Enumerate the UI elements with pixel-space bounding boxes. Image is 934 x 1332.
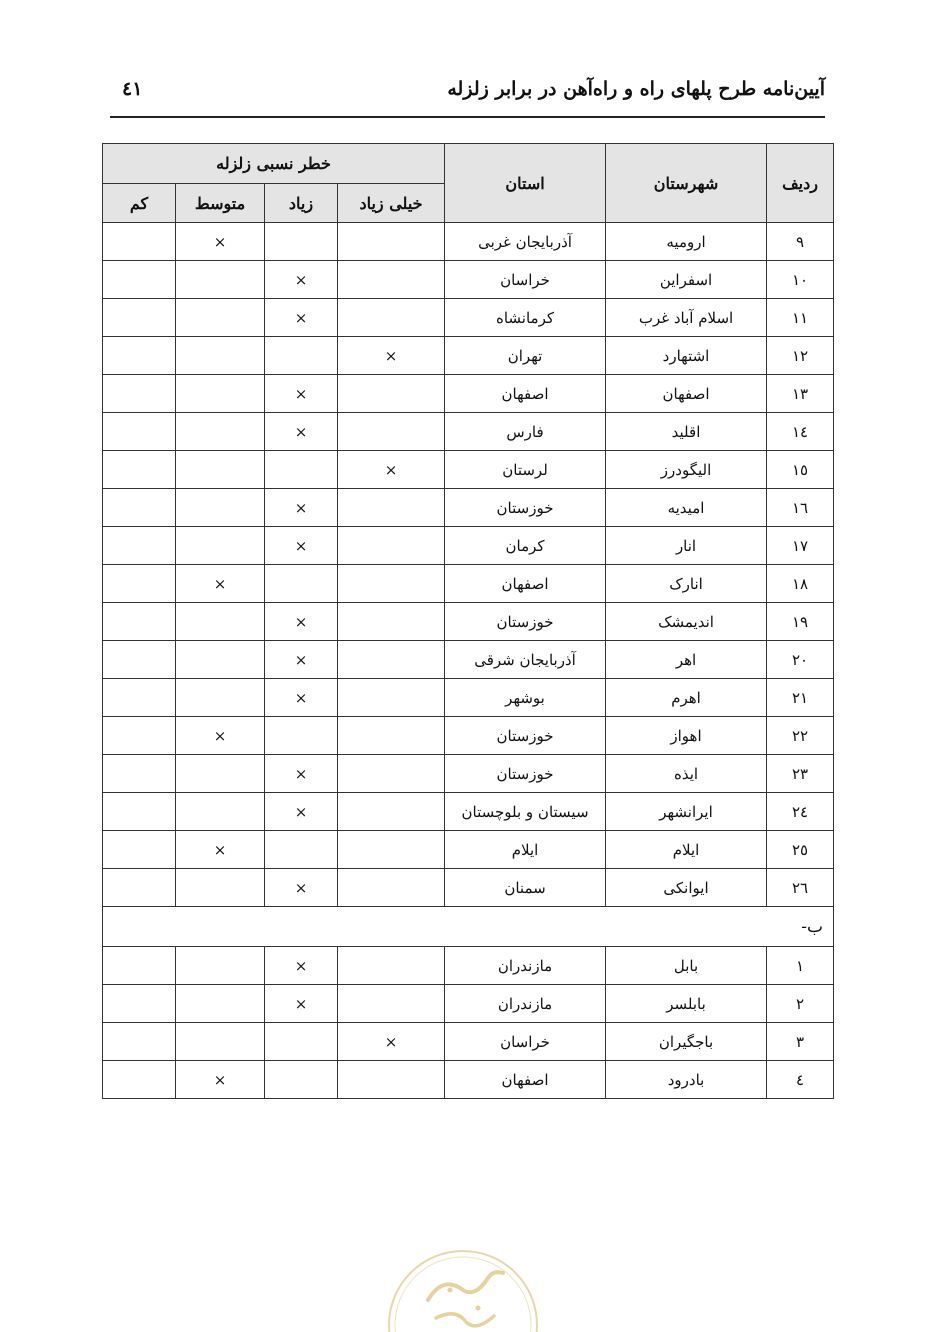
risk-high-cell — [265, 527, 338, 565]
table-row — [103, 489, 834, 527]
province-cell: خراسان — [445, 1023, 606, 1061]
city-cell: بادرود — [606, 1061, 767, 1099]
risk-high-cell — [265, 451, 338, 489]
risk-high-cell — [265, 1023, 338, 1061]
risk-very-high-cell — [338, 1061, 445, 1099]
row-number-cell: ١٧ — [767, 527, 834, 565]
section-row — [103, 907, 834, 947]
risk-mark: × — [294, 422, 308, 441]
row-number-cell: ٢٢ — [767, 717, 834, 755]
risk-medium-cell — [176, 947, 265, 985]
risk-high-cell — [265, 831, 338, 869]
risk-high-cell — [265, 261, 338, 299]
city-cell: ایرانشهر — [606, 793, 767, 831]
province-cell: خوزستان — [445, 489, 606, 527]
risk-medium-cell — [176, 641, 265, 679]
city-cell: باجگیران — [606, 1023, 767, 1061]
risk-high-cell — [265, 755, 338, 793]
risk-mark: × — [384, 346, 398, 365]
risk-low-cell — [103, 413, 176, 451]
column-header-medium: متوسط — [176, 184, 265, 223]
risk-medium-cell — [176, 985, 265, 1023]
column-header-risk-group: خطر نسبی زلزله — [103, 144, 445, 184]
table-row — [103, 755, 834, 793]
risk-mark: × — [213, 1070, 227, 1089]
risk-very-high-cell — [338, 717, 445, 755]
risk-mark: × — [384, 1032, 398, 1051]
column-header-province: استان — [445, 144, 606, 223]
risk-very-high-cell — [338, 375, 445, 413]
city-cell: بابل — [606, 947, 767, 985]
city-cell: انارک — [606, 565, 767, 603]
province-cell: اصفهان — [445, 565, 606, 603]
province-cell: ایلام — [445, 831, 606, 869]
city-cell: الیگودرز — [606, 451, 767, 489]
risk-very-high-cell — [338, 451, 445, 489]
column-header-very-high: خیلی زیاد — [338, 184, 445, 223]
province-cell: سمنان — [445, 869, 606, 907]
document-title: آیین‌نامه طرح پلهای راه و راه‌آهن در برابر زلزله — [447, 78, 825, 100]
risk-low-cell — [103, 947, 176, 985]
risk-mark: × — [294, 878, 308, 897]
province-cell: کرمان — [445, 527, 606, 565]
table-row — [103, 451, 834, 489]
risk-very-high-cell — [338, 489, 445, 527]
risk-very-high-cell — [338, 603, 445, 641]
risk-mark: × — [294, 994, 308, 1013]
city-cell: اسفراین — [606, 261, 767, 299]
row-number-cell: ٤ — [767, 1061, 834, 1099]
row-number-cell: ١٨ — [767, 565, 834, 603]
section-label: ب- — [103, 907, 834, 947]
risk-low-cell — [103, 375, 176, 413]
risk-mark: × — [294, 536, 308, 555]
risk-mark: × — [294, 308, 308, 327]
city-cell: اهواز — [606, 717, 767, 755]
risk-low-cell — [103, 1023, 176, 1061]
city-cell: اهرم — [606, 679, 767, 717]
risk-mark: × — [294, 612, 308, 631]
province-cell: اصفهان — [445, 375, 606, 413]
province-cell: اصفهان — [445, 1061, 606, 1099]
risk-low-cell — [103, 679, 176, 717]
table-row — [103, 831, 834, 869]
risk-high-cell — [265, 793, 338, 831]
risk-mark: × — [294, 270, 308, 289]
risk-high-cell — [265, 375, 338, 413]
risk-low-cell — [103, 755, 176, 793]
risk-very-high-cell — [338, 337, 445, 375]
row-number-cell: ١٠ — [767, 261, 834, 299]
row-number-cell: ١٦ — [767, 489, 834, 527]
table-row — [103, 1023, 834, 1061]
risk-mark: × — [213, 232, 227, 251]
risk-very-high-cell — [338, 985, 445, 1023]
province-cell: تهران — [445, 337, 606, 375]
risk-very-high-cell — [338, 869, 445, 907]
province-cell: فارس — [445, 413, 606, 451]
risk-medium-cell — [176, 717, 265, 755]
risk-high-cell — [265, 223, 338, 261]
table-row — [103, 527, 834, 565]
risk-low-cell — [103, 641, 176, 679]
risk-mark: × — [294, 650, 308, 669]
column-header-low: کم — [103, 184, 176, 223]
risk-medium-cell — [176, 299, 265, 337]
province-cell: کرمانشاه — [445, 299, 606, 337]
row-number-cell: ٢٣ — [767, 755, 834, 793]
page-header — [110, 70, 825, 118]
risk-very-high-cell — [338, 527, 445, 565]
row-number-cell: ٢٥ — [767, 831, 834, 869]
row-number-cell: ٩ — [767, 223, 834, 261]
risk-medium-cell — [176, 679, 265, 717]
risk-very-high-cell — [338, 679, 445, 717]
table-row — [103, 793, 834, 831]
risk-high-cell — [265, 1061, 338, 1099]
risk-high-cell — [265, 947, 338, 985]
table-row — [103, 641, 834, 679]
table-row — [103, 413, 834, 451]
city-cell: ایلام — [606, 831, 767, 869]
city-cell: اسلام آباد غرب — [606, 299, 767, 337]
province-cell: مازندران — [445, 947, 606, 985]
row-number-cell: ٢٤ — [767, 793, 834, 831]
province-cell: خوزستان — [445, 603, 606, 641]
risk-mark: × — [213, 840, 227, 859]
risk-very-high-cell — [338, 755, 445, 793]
risk-low-cell — [103, 831, 176, 869]
risk-high-cell — [265, 869, 338, 907]
row-number-cell: ١٩ — [767, 603, 834, 641]
row-number-cell: ٢١ — [767, 679, 834, 717]
table-row — [103, 985, 834, 1023]
row-number-cell: ١٤ — [767, 413, 834, 451]
risk-very-high-cell — [338, 299, 445, 337]
row-number-cell: ١٥ — [767, 451, 834, 489]
column-header-row-no: ردیف — [767, 144, 834, 223]
table-row — [103, 869, 834, 907]
table-row — [103, 375, 834, 413]
risk-very-high-cell — [338, 793, 445, 831]
city-cell: انار — [606, 527, 767, 565]
province-cell: خوزستان — [445, 755, 606, 793]
risk-mark: × — [294, 802, 308, 821]
risk-high-cell — [265, 565, 338, 603]
risk-medium-cell — [176, 755, 265, 793]
risk-high-cell — [265, 337, 338, 375]
risk-medium-cell — [176, 413, 265, 451]
row-number-cell: ١ — [767, 947, 834, 985]
row-number-cell: ٣ — [767, 1023, 834, 1061]
row-number-cell: ١٢ — [767, 337, 834, 375]
row-number-cell: ٢ — [767, 985, 834, 1023]
city-cell: ایذه — [606, 755, 767, 793]
province-cell: آذربایجان شرقی — [445, 641, 606, 679]
risk-very-high-cell — [338, 565, 445, 603]
table-row — [103, 261, 834, 299]
risk-mark: × — [294, 764, 308, 783]
risk-low-cell — [103, 717, 176, 755]
risk-medium-cell — [176, 793, 265, 831]
risk-medium-cell — [176, 223, 265, 261]
risk-mark: × — [213, 726, 227, 745]
row-number-cell: ٢٦ — [767, 869, 834, 907]
risk-medium-cell — [176, 831, 265, 869]
risk-very-high-cell — [338, 261, 445, 299]
risk-mark: × — [384, 460, 398, 479]
city-cell: اصفهان — [606, 375, 767, 413]
risk-low-cell — [103, 261, 176, 299]
city-cell: اشتهارد — [606, 337, 767, 375]
risk-medium-cell — [176, 375, 265, 413]
province-cell: لرستان — [445, 451, 606, 489]
province-cell: مازندران — [445, 985, 606, 1023]
risk-medium-cell — [176, 565, 265, 603]
risk-low-cell — [103, 793, 176, 831]
province-cell: آذربایجان غربی — [445, 223, 606, 261]
table-row — [103, 565, 834, 603]
risk-low-cell — [103, 603, 176, 641]
earthquake-risk-table — [102, 143, 834, 1099]
table-row — [103, 603, 834, 641]
table-row — [103, 717, 834, 755]
risk-high-cell — [265, 679, 338, 717]
province-cell: خراسان — [445, 261, 606, 299]
risk-high-cell — [265, 641, 338, 679]
province-cell: بوشهر — [445, 679, 606, 717]
risk-low-cell — [103, 489, 176, 527]
column-header-high: زیاد — [265, 184, 338, 223]
page-number: ٤١ — [122, 78, 143, 100]
risk-high-cell — [265, 413, 338, 451]
risk-high-cell — [265, 985, 338, 1023]
city-cell: اقلید — [606, 413, 767, 451]
row-number-cell: ٢٠ — [767, 641, 834, 679]
risk-very-high-cell — [338, 831, 445, 869]
row-number-cell: ١٣ — [767, 375, 834, 413]
province-cell: خوزستان — [445, 717, 606, 755]
risk-very-high-cell — [338, 413, 445, 451]
table-row — [103, 947, 834, 985]
risk-medium-cell — [176, 1061, 265, 1099]
risk-very-high-cell — [338, 223, 445, 261]
city-cell: ایوانکی — [606, 869, 767, 907]
risk-medium-cell — [176, 489, 265, 527]
risk-low-cell — [103, 565, 176, 603]
city-cell: اندیمشک — [606, 603, 767, 641]
risk-very-high-cell — [338, 1023, 445, 1061]
risk-mark: × — [294, 384, 308, 403]
risk-high-cell — [265, 299, 338, 337]
risk-mark: × — [294, 498, 308, 517]
table-row — [103, 299, 834, 337]
risk-high-cell — [265, 489, 338, 527]
risk-medium-cell — [176, 1023, 265, 1061]
risk-medium-cell — [176, 869, 265, 907]
risk-medium-cell — [176, 527, 265, 565]
watermark-seal-icon — [378, 1240, 548, 1332]
column-header-city: شهرستان — [606, 144, 767, 223]
risk-medium-cell — [176, 451, 265, 489]
row-number-cell: ١١ — [767, 299, 834, 337]
risk-low-cell — [103, 985, 176, 1023]
risk-very-high-cell — [338, 947, 445, 985]
table-body — [103, 223, 834, 1099]
risk-high-cell — [265, 717, 338, 755]
table-row — [103, 1061, 834, 1099]
risk-low-cell — [103, 1061, 176, 1099]
risk-low-cell — [103, 869, 176, 907]
risk-low-cell — [103, 299, 176, 337]
risk-low-cell — [103, 337, 176, 375]
table-row — [103, 337, 834, 375]
city-cell: بابلسر — [606, 985, 767, 1023]
table-row — [103, 223, 834, 261]
province-cell: سیستان و بلوچستان — [445, 793, 606, 831]
risk-low-cell — [103, 451, 176, 489]
table-row — [103, 679, 834, 717]
city-cell: اهر — [606, 641, 767, 679]
risk-mark: × — [294, 956, 308, 975]
risk-very-high-cell — [338, 641, 445, 679]
city-cell: امیدیه — [606, 489, 767, 527]
risk-low-cell — [103, 223, 176, 261]
risk-medium-cell — [176, 603, 265, 641]
risk-low-cell — [103, 527, 176, 565]
risk-mark: × — [213, 574, 227, 593]
risk-medium-cell — [176, 337, 265, 375]
publisher-watermark-logo — [378, 1240, 548, 1332]
risk-high-cell — [265, 603, 338, 641]
city-cell: ارومیه — [606, 223, 767, 261]
risk-medium-cell — [176, 261, 265, 299]
risk-mark: × — [294, 688, 308, 707]
